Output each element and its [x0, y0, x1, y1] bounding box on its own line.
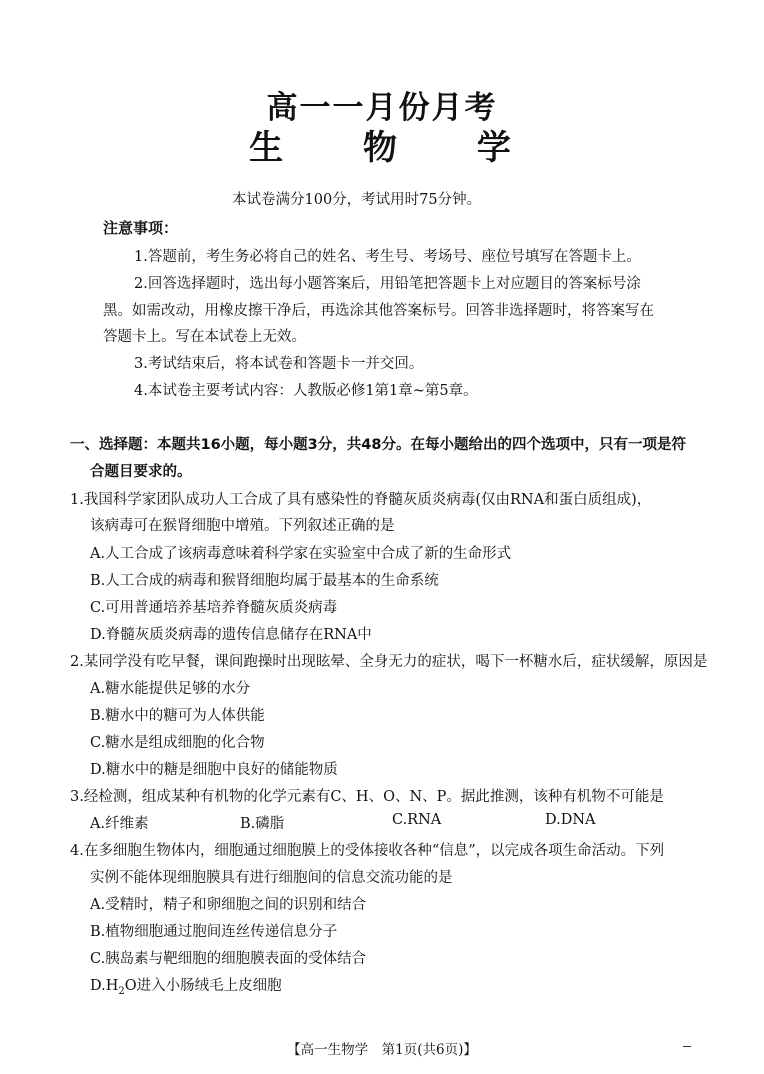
question-3-stem: 3.经检测，组成某种有机物的化学元素有C、H、O、N、P。据此推测，该种有机物不可能是	[70, 789, 664, 805]
question-4-option-d	[90, 974, 282, 997]
question-1-option-d: D.脊髓灰质炎病毒的遗传信息储存在RNA中	[90, 627, 372, 643]
question-1-option-c: C.可用普通培养基培养脊髓灰质炎病毒	[90, 600, 338, 616]
exam-info: 本试卷满分100分，考试用时75分钟。	[232, 192, 482, 208]
exam-title: 高一一月份月考	[266, 90, 498, 126]
question-1-option-b: B.人工合成的病毒和猴肾细胞均属于最基本的生命系统	[90, 573, 439, 589]
notice-item-1: 1.答题前，考生务必将自己的姓名、考生号、考场号、座位号填写在答题卡上。	[134, 249, 641, 265]
question-4-stem-line2: 实例不能体现细胞膜具有进行细胞间的信息交流功能的是	[90, 870, 453, 886]
question-4-stem-line1: 4.在多细胞生物体内，细胞通过细胞膜上的受体接收各种“信息”，以完成各项生命活动。下列	[70, 843, 665, 859]
question-3-option-d: D.DNA	[545, 812, 596, 828]
question-3-option-b: B.磷脂	[240, 816, 285, 832]
question-4-option-a: A.受精时，精子和卵细胞之间的识别和结合	[90, 897, 367, 913]
question-3-option-c: C.RNA	[392, 812, 442, 828]
option-d-suffix: O进入小肠绒毛上皮细胞	[124, 978, 282, 994]
question-2-option-c: C.糖水是组成细胞的化合物	[90, 735, 265, 751]
notice-item-2-line2: 黑。如需改动，用橡皮擦干净后，再选涂其他答案标号。回答非选择题时，将答案写在	[103, 303, 654, 319]
water-subscript: 2	[118, 985, 125, 997]
question-3-option-a: A.纤维素	[90, 816, 149, 832]
option-d-prefix: D.H	[90, 978, 119, 994]
question-1-stem-line2: 该病毒可在猴肾细胞中增殖。下列叙述正确的是	[90, 518, 395, 534]
section-heading-line1: 一、选择题：本题共16小题，每小题3分，共48分。在每小题给出的四个选项中，只有一项是符	[70, 437, 686, 453]
notice-item-2-line3: 答题卡上。写在本试卷上无效。	[103, 329, 306, 345]
notice-heading: 注意事项：	[103, 219, 179, 237]
footer-dash	[683, 1046, 691, 1047]
section-heading-line2: 合题目要求的。	[90, 464, 192, 480]
question-2-option-d: D.糖水中的糖是细胞中良好的储能物质	[90, 762, 338, 778]
question-1-option-a: A.人工合成了该病毒意味着科学家在实验室中合成了新的生命形式	[90, 546, 512, 562]
notice-item-3: 3.考试结束后，将本试卷和答题卡一并交回。	[134, 356, 424, 372]
notice-item-4: 4.本试卷主要考试内容：人教版必修1第1章~第5章。	[134, 383, 478, 399]
page-footer: 【高一生物学 第1页(共6页)】	[287, 1042, 477, 1058]
question-2-stem: 2.某同学没有吃早餐，课间跑操时出现眩晕、全身无力的症状，喝下一杯糖水后，症状缓解，原因是	[70, 654, 708, 670]
question-1-stem-line1: 1.我国科学家团队成功人工合成了具有感染性的脊髓灰质炎病毒(仅由RNA和蛋白质组成)，	[70, 492, 652, 508]
question-2-option-a: A.糖水能提供足够的水分	[90, 681, 251, 697]
question-4-option-c: C.胰岛素与靶细胞的细胞膜表面的受体结合	[90, 951, 367, 967]
subject-title: 生 物 学	[249, 128, 545, 168]
question-4-option-b: B.植物细胞通过胞间连丝传递信息分子	[90, 924, 338, 940]
notice-item-2-line1: 2.回答选择题时，选出每小题答案后，用铅笔把答题卡上对应题目的答案标号涂	[134, 276, 641, 292]
question-2-option-b: B.糖水中的糖可为人体供能	[90, 708, 265, 724]
